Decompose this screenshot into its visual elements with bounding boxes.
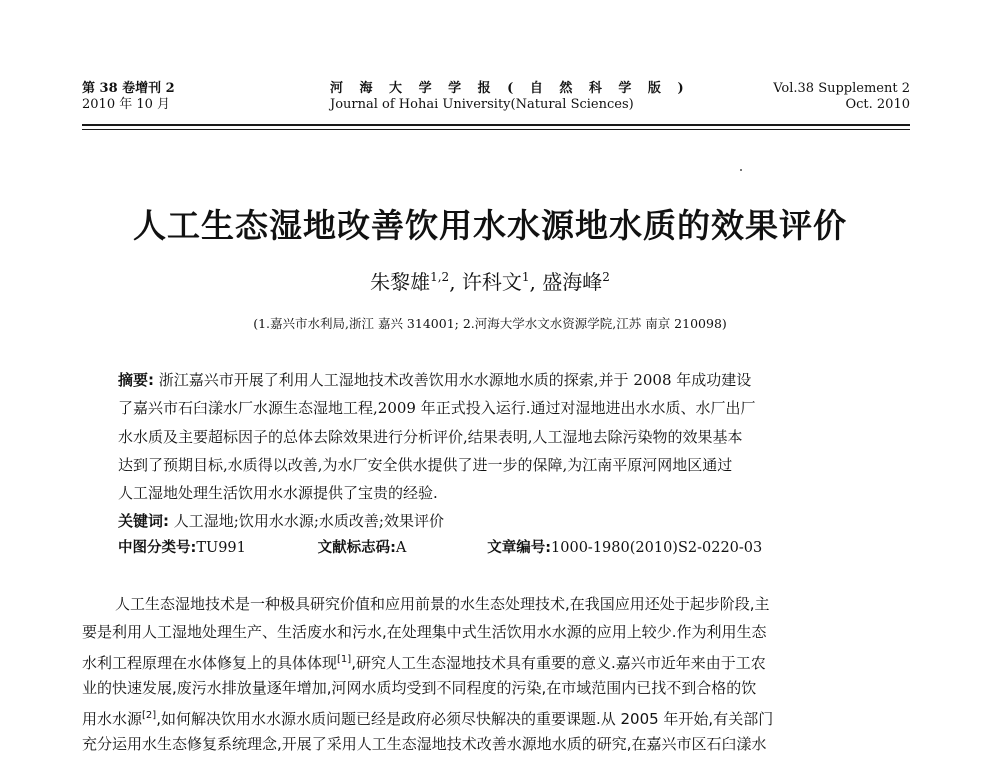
- body-text-segment: ,研究人工生态湿地技术具有重要的意义.嘉兴市近年来由于工农: [351, 654, 766, 672]
- author-name: 许科文: [461, 270, 522, 294]
- header-rule-thick: [82, 124, 910, 126]
- header-rule-thin: [82, 129, 910, 130]
- running-header-center: [330, 81, 690, 113]
- author-name: 盛海峰: [542, 270, 603, 294]
- volume-issue-cn: 第 38 卷增刊 2: [82, 81, 175, 96]
- abstract-line: 水水质及主要超标因子的总体去除效果进行分析评价,结果表明,人工湿地去除污染物的效果基本: [118, 427, 743, 446]
- abstract-line: 了嘉兴市石臼漾水厂水源生态湿地工程,2009 年正式投入运行.通过对湿地进出水水质、水厂出厂: [118, 399, 756, 418]
- scan-speck: [740, 169, 742, 171]
- body-line: 人工生态湿地技术是一种极具研究价值和应用前景的水生态处理技术,在我国应用还处于起步阶段,主: [115, 595, 770, 613]
- citation-ref: [1]: [337, 654, 352, 665]
- classification-row: [118, 536, 762, 557]
- body-line: [82, 646, 914, 674]
- volume-issue-en: Vol.38 Supplement 2: [773, 81, 910, 96]
- body-line: [82, 702, 914, 730]
- body-paragraph: [82, 590, 914, 758]
- date-en: Oct. 2010: [845, 97, 910, 112]
- citation-ref: [2]: [142, 710, 157, 721]
- abstract: [118, 366, 888, 536]
- article-title: 人工生态湿地改善饮用水水源地水质的效果评价: [133, 206, 847, 245]
- document-code-label: 文献标志码:: [317, 540, 396, 556]
- body-text-segment: ,如何解决饮用水水源水质问题已经是政府必须尽快解决的重要课题.从 2005 年开始,有关部门: [156, 710, 774, 728]
- document-code-value: A: [395, 540, 407, 556]
- author-separator: ,: [449, 270, 456, 294]
- journal-name-en: Journal of Hohai University(Natural Sciences): [330, 97, 634, 112]
- article-id-value: 1000-1980(2010)S2-0220-03: [551, 540, 763, 556]
- article-id-label: 文章编号:: [487, 540, 552, 556]
- clc-label: 中图分类号:: [118, 540, 197, 556]
- keywords-text: 人工湿地;饮用水水源;水质改善;效果评价: [173, 512, 444, 531]
- abstract-line: 人工湿地处理生活饮用水水源提供了宝贵的经验.: [118, 484, 438, 503]
- abstract-line: 达到了预期目标,水质得以改善,为水厂安全供水提供了进一步的保障,为江南平原河网地区通过: [118, 455, 733, 474]
- author-affiliations: (1.嘉兴市水利局,浙江 嘉兴 314001; 2.河海大学水文水资源学院,江苏 南京 210098): [253, 316, 727, 331]
- body-text-segment: 水利工程原理在水体修复上的具体体现: [82, 654, 338, 672]
- author-affiliation-mark: 1: [521, 270, 530, 284]
- clc-number: [118, 536, 313, 557]
- article-id: [487, 536, 762, 557]
- abstract-label: 摘要:: [118, 371, 154, 389]
- body-text-segment: 用水水源: [82, 710, 143, 728]
- date-cn: 2010 年 10 月: [82, 97, 171, 112]
- body-line: 要是利用人工湿地处理生产、生活废水和污水,在处理集中式生活饮用水水源的应用上较少.作为利用生态: [82, 623, 767, 641]
- document-code: [318, 536, 483, 557]
- running-header-right: [773, 81, 910, 113]
- author-affiliation-mark: 1,2: [430, 270, 450, 284]
- author-name: 朱黎雄: [370, 270, 431, 294]
- abstract-text: 浙江嘉兴市开展了利用人工湿地技术改善饮用水水源地水质的探索,并于 2008 年成功建设: [158, 371, 752, 389]
- keywords: [118, 507, 888, 535]
- author-affiliation-mark: 2: [602, 270, 610, 284]
- body-line: 业的快速发展,废污水排放量逐年增加,河网水质均受到不同程度的污染,在市域范围内已找不到合格的饮: [82, 679, 757, 697]
- abstract-line: [118, 366, 888, 394]
- body-line: 充分运用水生态修复系统理念,开展了采用人工生态湿地技术改善水源地水质的研究,在嘉兴市区石臼漾水: [82, 735, 767, 753]
- author-list: [0, 266, 980, 295]
- journal-name-cn: 河 海 大 学 学 报 ( 自 然 科 学 版 ): [330, 81, 690, 96]
- clc-value: TU991: [196, 540, 246, 556]
- author-separator: ,: [529, 270, 536, 294]
- keywords-label: 关键词:: [118, 512, 169, 531]
- running-header-left: [82, 81, 175, 113]
